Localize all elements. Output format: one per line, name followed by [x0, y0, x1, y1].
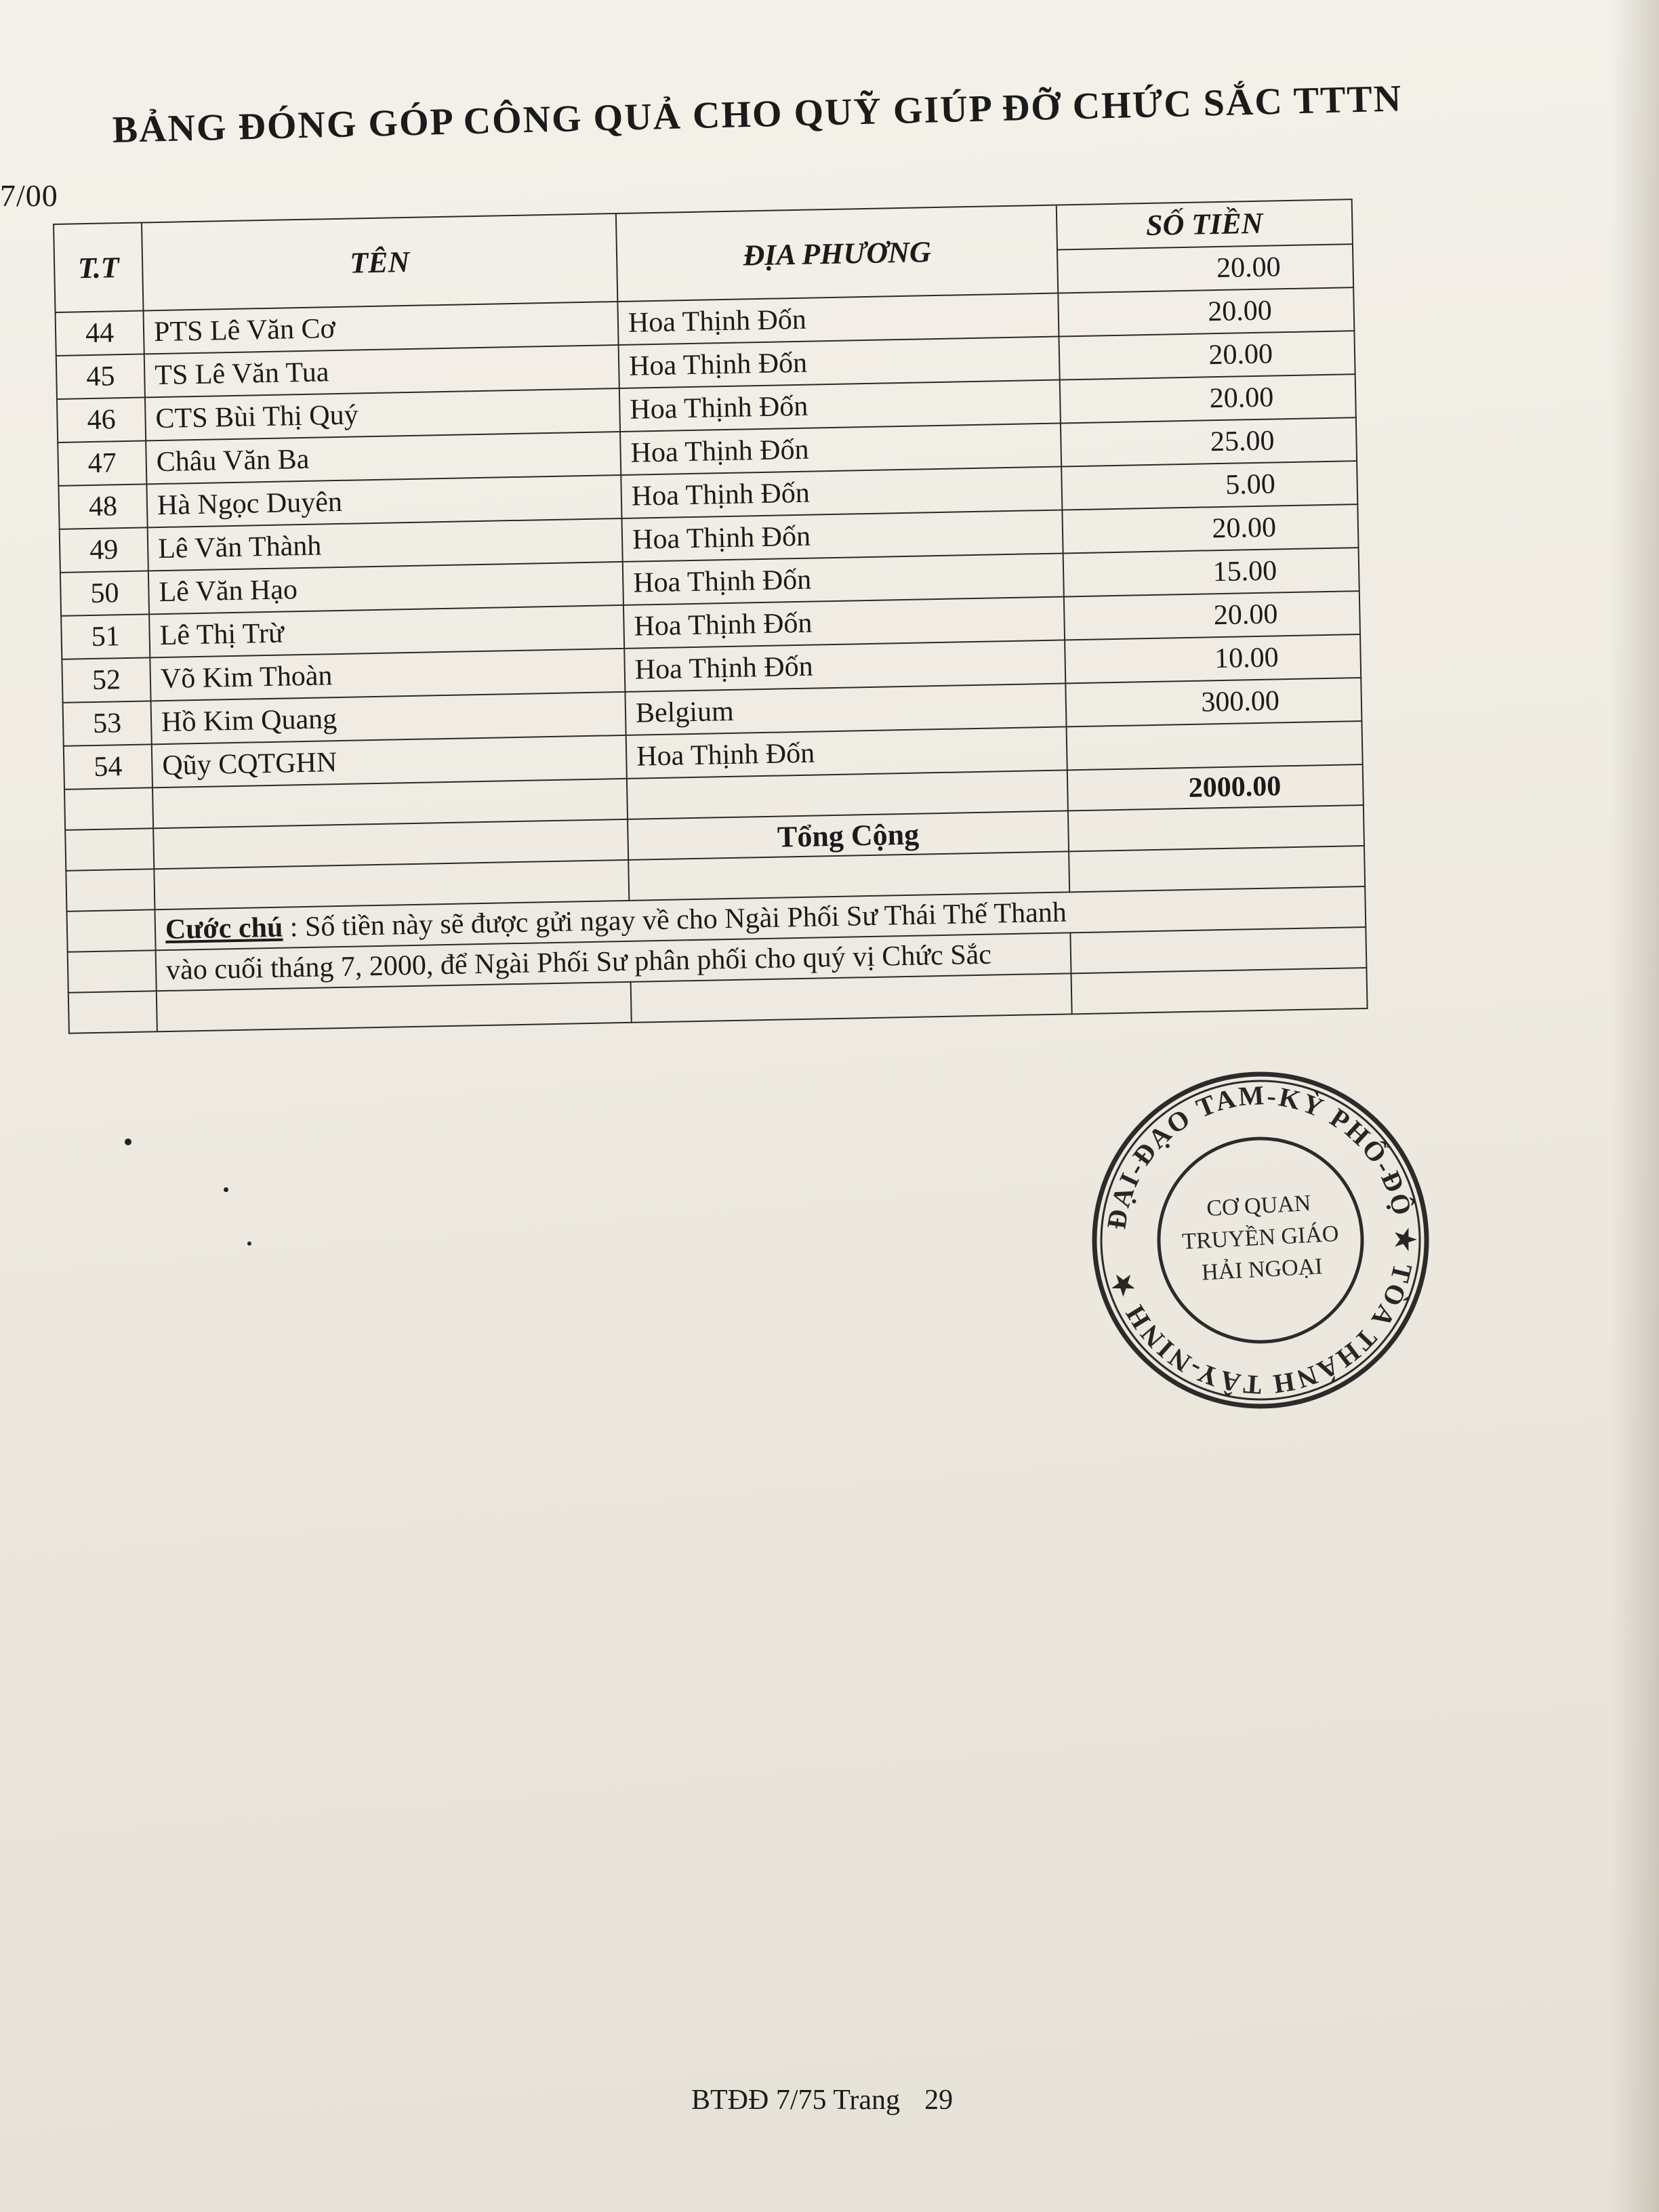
header-row-amount: 20.00 — [1058, 243, 1353, 292]
seal-center-line-3: HẢI NGOẠI — [1201, 1254, 1324, 1286]
page-footer — [691, 2084, 953, 2116]
seal-center-line-2: TRUYỀN GIÁO — [1181, 1221, 1340, 1255]
cell-amount: 20.00 — [1062, 504, 1358, 553]
cell-amount — [1067, 721, 1363, 770]
note-label: Cước chú — [165, 912, 283, 946]
cell-amount: 15.00 — [1063, 548, 1359, 596]
footer-issue: BTĐĐ 7/75 — [691, 2085, 827, 2116]
ink-dot — [224, 1187, 228, 1192]
cell-place: Hoa Thịnh Đốn — [622, 510, 1063, 561]
header-name: TÊN — [142, 213, 617, 310]
cell-name: Châu Văn Ba — [146, 432, 621, 484]
cell-name: Qũy CQTGHN — [152, 735, 627, 787]
footer-page-number: 29 — [924, 2085, 954, 2116]
cell-name: Lê Văn Thành — [148, 518, 623, 571]
cell-place: Hoa Thịnh Đốn — [621, 466, 1062, 518]
cell-tt: 49 — [60, 527, 148, 572]
cell-tt: 52 — [62, 657, 150, 702]
seal-graphic — [1079, 1059, 1442, 1422]
cell-amount: 10.00 — [1065, 634, 1361, 683]
seal-ring-text: ĐẠI-ĐẠO TAM-KỲ PHỔ-ĐỘ ★ TÒA THÁNH TÂY-NINH ★ — [1101, 1080, 1421, 1401]
official-seal — [1079, 1059, 1442, 1422]
cell-place: Hoa Thịnh Đốn — [619, 380, 1061, 432]
note-text-1: : Số tiền này sẽ được gửi ngay về cho Ngài Phối Sư Thái Thế Thanh — [282, 897, 1067, 943]
cell-place: Hoa Thịnh Đốn — [619, 337, 1060, 388]
cell-tt: 50 — [60, 571, 149, 615]
cell-place: Hoa Thịnh Đốn — [626, 726, 1067, 778]
header-amount — [1057, 199, 1353, 293]
cell-amount: 5.00 — [1061, 461, 1357, 510]
cell-name: Lê Văn Hạo — [148, 562, 623, 614]
seal-center-line-1: CƠ QUAN — [1206, 1191, 1312, 1222]
cell-place: Hoa Thịnh Đốn — [620, 424, 1061, 475]
cell-tt: 51 — [61, 614, 150, 659]
total-label: Tổng Cộng — [628, 811, 1069, 859]
cell-amount: 20.00 — [1060, 374, 1356, 423]
cell-name: CTS Bùi Thị Quý — [145, 388, 620, 441]
cell-tt: 48 — [58, 484, 147, 529]
cell-tt: 53 — [63, 701, 152, 745]
document-title: BẢNG ĐÓNG GÓP CÔNG QUẢ CHO QUỸ GIÚP ĐỠ CHỨC SẮC TTTN — [112, 77, 1403, 151]
footer-page-label: Trang — [833, 2085, 901, 2116]
cell-place: Belgium — [625, 683, 1066, 735]
cell-tt: 44 — [56, 310, 144, 355]
cell-amount: 20.00 — [1058, 287, 1354, 336]
cell-place: Hoa Thịnh Đốn — [623, 596, 1065, 648]
page-mark: 7/00 — [0, 178, 58, 213]
cell-name: TS Lê Văn Tua — [144, 345, 619, 397]
cell-tt: 46 — [57, 397, 146, 442]
ink-dot — [125, 1139, 131, 1145]
cell-name: Lê Thị Trừ — [149, 605, 624, 657]
cell-name: Võ Kim Thoàn — [150, 649, 625, 701]
header-place: ĐỊA PHƯƠNG — [616, 205, 1058, 302]
cell-place: Hoa Thịnh Đốn — [623, 553, 1064, 605]
cell-amount: 20.00 — [1064, 591, 1360, 640]
contribution-table — [53, 199, 1368, 1034]
cell-place: Hoa Thịnh Đốn — [624, 640, 1065, 691]
note-line-2: vào cuối tháng 7, 2000, để Ngài Phối Sư phân phối cho quý vị Chức Sắc — [156, 933, 1071, 991]
cell-amount: 20.00 — [1059, 331, 1355, 380]
table-body — [56, 287, 1363, 790]
cell-name: Hồ Kim Quang — [151, 692, 626, 744]
contribution-table-wrap — [53, 199, 1368, 1034]
total-amount: 2000.00 — [1067, 764, 1364, 811]
header-amount-label: SỐ TIỀN — [1145, 206, 1263, 243]
ink-dot — [247, 1242, 251, 1246]
cell-name: PTS Lê Văn Cơ — [143, 302, 618, 354]
cell-place: Hoa Thịnh Đốn — [617, 293, 1059, 345]
cell-tt: 47 — [58, 441, 146, 485]
cell-amount: 300.00 — [1065, 678, 1361, 726]
page-edge-shadow — [1612, 0, 1659, 2212]
cell-tt: 45 — [56, 354, 145, 398]
cell-name: Hà Ngọc Duyên — [146, 475, 621, 527]
cell-amount: 25.00 — [1061, 417, 1357, 466]
header-tt: T.T — [54, 222, 143, 312]
cell-tt: 54 — [64, 744, 152, 789]
